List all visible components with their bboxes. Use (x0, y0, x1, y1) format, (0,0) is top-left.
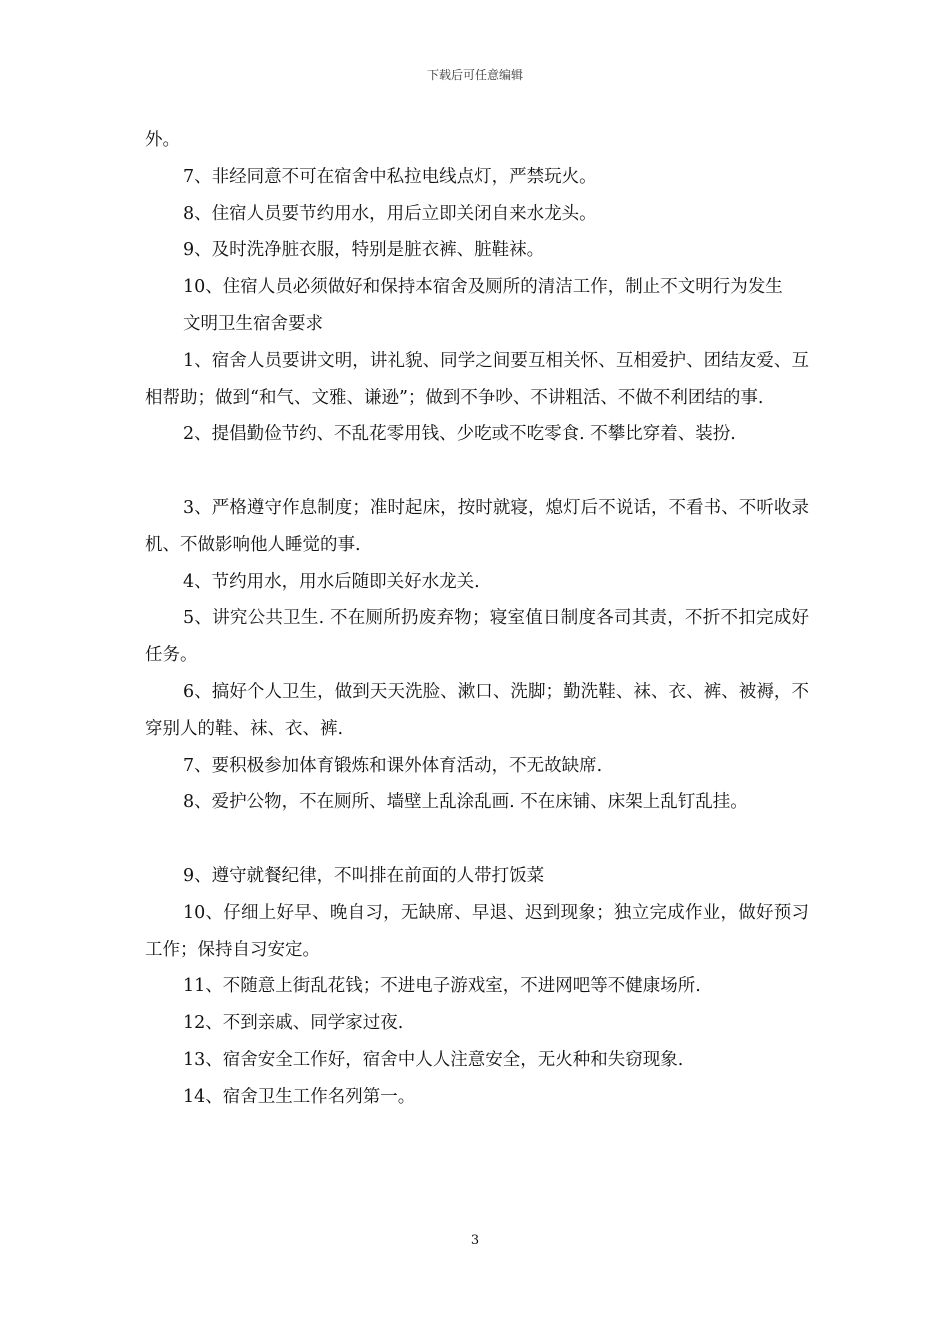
paragraph-requirement-12: 12、不到亲戚、同学家过夜. (183, 1013, 404, 1034)
paragraph-requirement-11: 11、不随意上街乱花钱；不进电子游戏室，不进网吧等不健康场所. (183, 976, 701, 997)
paragraph-requirement-6: 6、搞好个人卫生，做到天天洗脸、漱口、洗脚；勤洗鞋、袜、衣、裤、被褥，不穿别人的鞋、袜、衣、裤. (145, 681, 809, 739)
paragraph-rule-10: 10、住宿人员必须做好和保持本宿舍及厕所的清洁工作，制止不文明行为发生 (183, 277, 783, 298)
page-number: 3 (470, 1233, 480, 1248)
paragraph-rule-9: 9、及时洗净脏衣服，特别是脏衣裤、脏鞋袜。 (183, 240, 545, 261)
paragraph-requirement-5: 5、讲究公共卫生. 不在厕所扔废弃物；寝室值日制度各司其责，不折不扣完成好任务。 (145, 608, 809, 666)
paragraph-requirement-9: 9、遵守就餐纪律，不叫排在前面的人带打饭菜 (183, 865, 545, 886)
paragraph-requirement-4: 4、节约用水，用水后随即关好水龙关. (183, 571, 480, 592)
paragraph-requirement-8: 8、爱护公物，不在厕所、墙壁上乱涂乱画. 不在床铺、床架上乱钉乱挂。 (183, 792, 748, 813)
paragraph-rule-7: 7、非经同意不可在宿舍中私拉电线点灯，严禁玩火。 (183, 166, 597, 187)
paragraph-requirement-14: 14、宿舍卫生工作名列第一。 (183, 1086, 416, 1107)
paragraph-requirement-10: 10、仔细上好早、晚自习，无缺席、早退、迟到现象；独立完成作业，做好预习工作；保持自习安定。 (145, 902, 809, 960)
paragraph-requirement-3: 3、严格遵守作息制度；准时起床，按时就寝，熄灯后不说话，不看书、不听收录机、不做影响他人睡觉的事. (145, 497, 809, 555)
page-header: 下载后可任意编辑 (426, 68, 523, 82)
document-body (145, 122, 809, 1116)
paragraph-requirement-1: 1、宿舍人员要讲文明，讲礼貌、同学之间要互相关怀、互相爱护、团结友爱、互相帮助；做到“和气、文雅、谦逊”；做到不争吵、不讲粗活、不做不利团结的事. (145, 350, 809, 408)
section-heading: 文明卫生宿舍要求 (183, 313, 323, 334)
paragraph-requirement-7: 7、要积极参加体育锻炼和课外体育活动，不无故缺席. (183, 755, 603, 776)
paragraph-continuation: 外。 (145, 130, 180, 150)
paragraph-requirement-13: 13、宿舍安全工作好，宿舍中人人注意安全，无火种和失窃现象. (183, 1049, 684, 1070)
paragraph-rule-8: 8、住宿人员要节约用水，用后立即关闭自来水龙头。 (183, 203, 597, 224)
paragraph-requirement-2: 2、提倡勤俭节约、不乱花零用钱、少吃或不吃零食. 不攀比穿着、装扮. (183, 424, 736, 445)
